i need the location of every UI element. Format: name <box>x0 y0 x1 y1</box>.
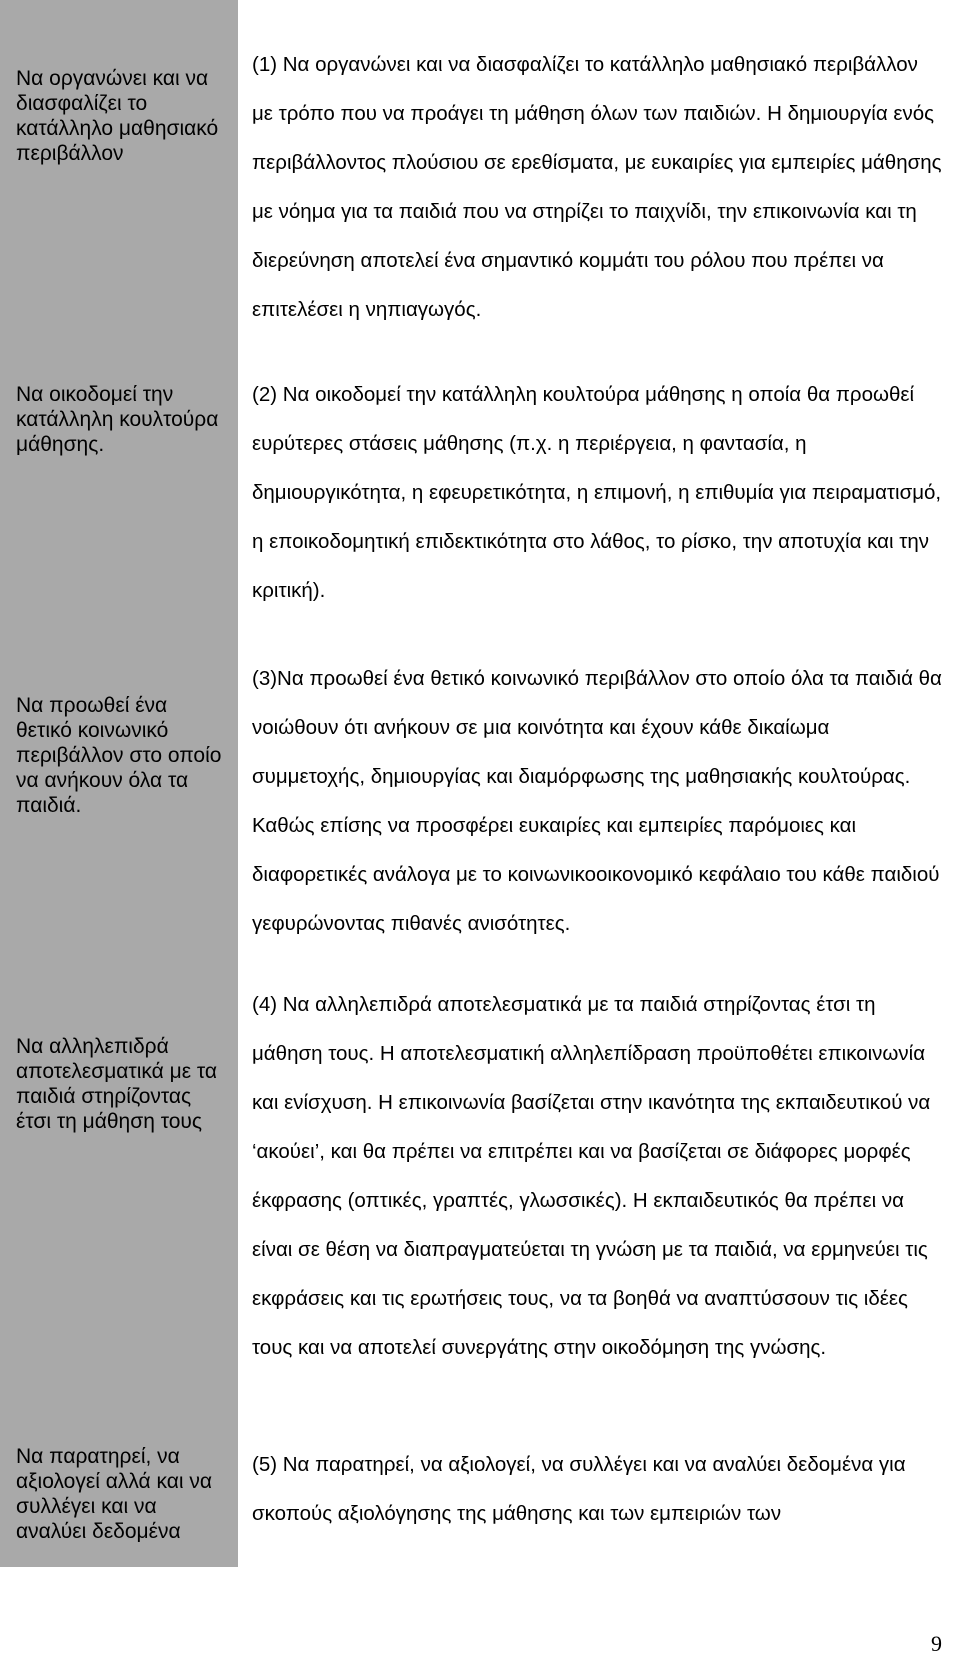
row-label: Να προωθεί ένα θετικό κοινωνικό περιβάλλον στο οποίο να ανήκουν όλα τα παιδιά. <box>16 694 222 817</box>
row-label: Να οργανώνει και να διασφαλίζει το κατάλληλο μαθησιακό περιβάλλον <box>16 67 219 165</box>
row-description: (4) Να αλληλεπιδρά αποτελεσματικά με τα παιδιά στηρίζοντας έτσι τη μάθηση τους. Η αποτελεσματική αλληλεπίδραση προϋποθέτει επικοινωνία και ενίσχυση. Η επικοινωνία βασίζεται στην ικανότητα της εκπαιδευτικού να ‘ακούει’, και θα πρέπει να επιτρέπει και να βασίζεται σε διάφορες μορφές έκφρασης (οπτικές, γραπτές, γλωσσικές). Η εκπαιδευτικός θα πρέπει να είναι σε θέση να διαπραγματεύεται τη γνώση με τα παιδιά, να ερμηνεύει τις εκφράσεις και τις ερωτήσεις τους, να τα βοηθά να αναπτύσσουν τις ιδέες τους και να αποτελεί συνεργάτης στην οικοδόμηση της γνώσης. <box>252 993 931 1359</box>
row-description: (3)Να προωθεί ένα θετικό κοινωνικό περιβάλλον στο οποίο όλα τα παιδιά θα νοιώθουν ότι ανήκουν σε μια κοινότητα και έχουν κάθε δικαίωμα συμμετοχής, δημιουργίας και διαμόρφωσης της μαθησιακής κουλτούρας. Καθώς επίσης να προσφέρει ευκαιρίες και εμπειρίες παρόμοιες και διαφορετικές ανάλογα με το κοινωνικοοικονομικό κεφάλαιο του κάθε παιδιού γεφυρώνοντας πιθανές ανισότητες. <box>252 667 942 935</box>
row-label: Να αλληλεπιδρά αποτελεσματικά με τα παιδιά στηρίζοντας έτσι τη μάθηση τους <box>16 1035 218 1133</box>
row-description: (1) Να οργανώνει και να διασφαλίζει το κατάλληλο μαθησιακό περιβάλλον με τρόπο που να προάγει τη μάθηση όλων των παιδιών. Η δημιουργία ενός περιβάλλοντος πλούσιου σε ερεθίσματα, με ευκαιρίες για εμπειρίες μάθησης με νόημα για τα παιδιά που να στηρίζει το παιχνίδι, την επικοινωνία και τη διερεύνηση αποτελεί ένα σημαντικό κομμάτι του ρόλου που πρέπει να επιτελέσει η νηπιαγωγός. <box>252 53 942 321</box>
row-label: Να παρατηρεί, να αξιολογεί αλλά και να συλλέγει και να αναλύει δεδομένα <box>16 1445 213 1543</box>
row-description: (2) Να οικοδομεί την κατάλληλη κουλτούρα μάθησης η οποία θα προωθεί ευρύτερες στάσεις μάθησης (π.χ. η περιέργεια, η φαντασία, η δημιουργικότητα, η εφευρετικότητα, η επιμονή, η επιθυμία για πειραματισμό, η εποικοδομητική επιδεκτικότητα στο λάθος, το ρίσκο, την αποτυχία και την κριτική). <box>252 383 942 602</box>
page-number: 9 <box>931 1631 942 1656</box>
row-description: (5) Να παρατηρεί, να αξιολογεί, να συλλέγει και να αναλύει δεδομένα για σκοπούς αξιολόγησης της μάθησης και των εμπειριών των <box>252 1453 906 1525</box>
row-label: Να οικοδομεί την κατάλληλη κουλτούρα μάθησης. <box>16 383 219 456</box>
